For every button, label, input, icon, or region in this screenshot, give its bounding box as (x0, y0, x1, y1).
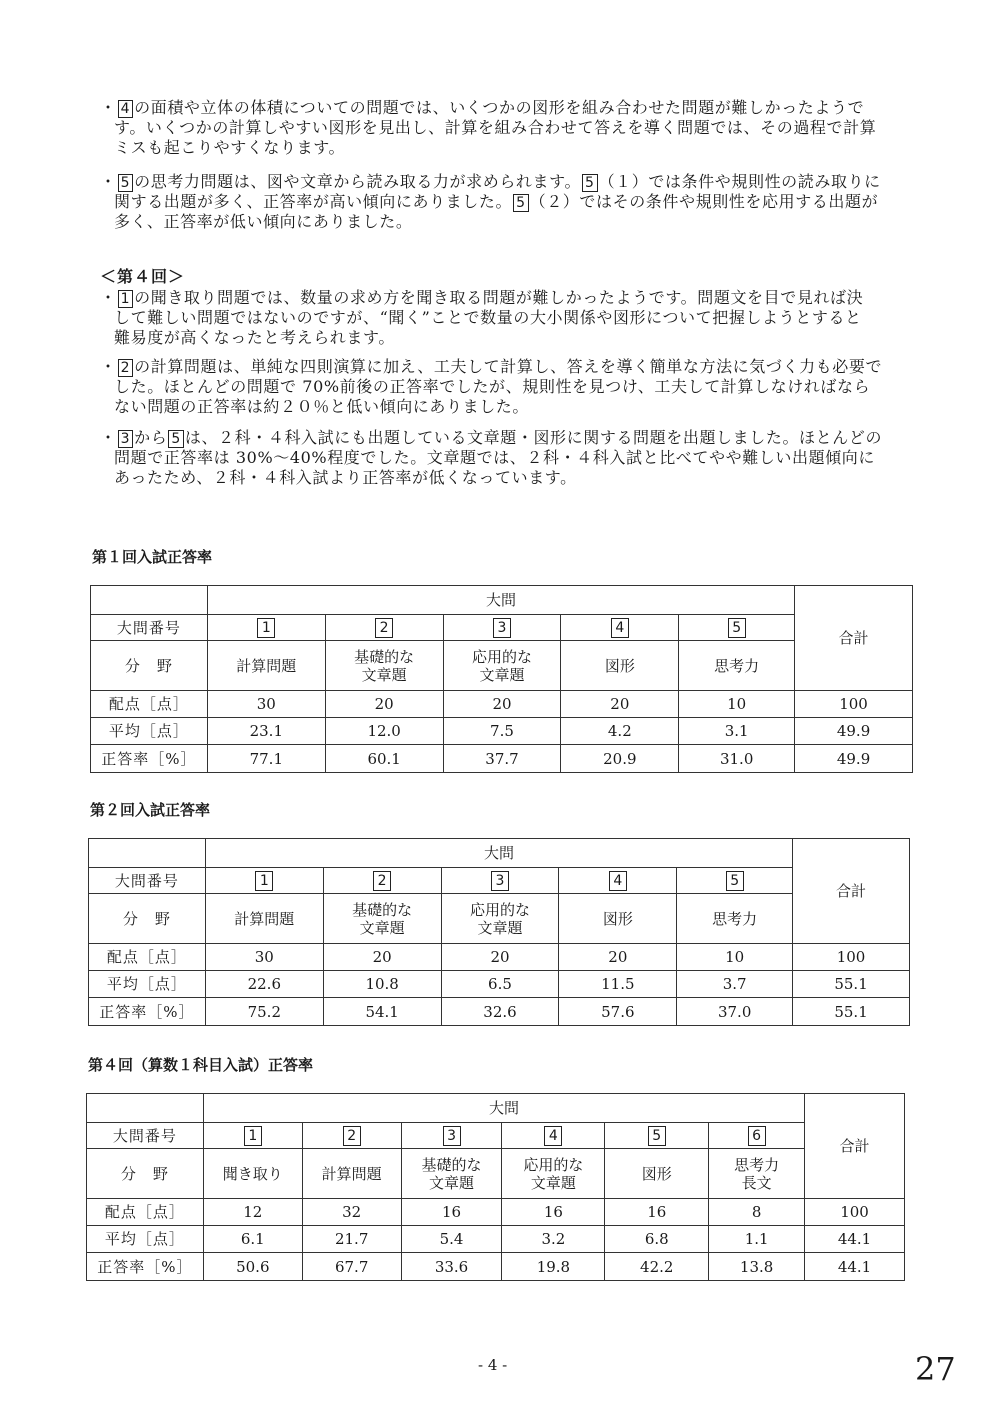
value-cell: 37.0 (677, 998, 793, 1026)
round4-paragraph-2: ・ 2 の計算問題は、単純な四則演算に加え、工夫して計算し、答えを導く簡単な方法に気づく力も必要で した。ほとんどの問題で 70%前後の正答率でしたが、規則性を見つけ、工夫して計算しなければなら ない問題の正答率は約２０％と低い傾向にありました。 (100, 357, 930, 417)
value-cell: 6.8 (605, 1226, 709, 1253)
value-cell: 11.5 (559, 971, 677, 998)
field-cell: 基礎的な 文章題 (401, 1149, 502, 1199)
row-label-taimon-no: 大問番号 (91, 615, 208, 641)
question-number-box: 3 (491, 871, 509, 891)
value-cell: 21.7 (302, 1226, 401, 1253)
question-number-box: 2 (118, 359, 134, 377)
question-number-box: 2 (375, 618, 393, 638)
total-cell: 55.1 (793, 971, 910, 998)
header-taimon: 大問 (207, 586, 794, 615)
question-number-box: 4 (544, 1126, 562, 1146)
question-number-box: 5 (648, 1126, 666, 1146)
field-cell: 図形 (559, 894, 677, 944)
field-cell: 基礎的な 文章題 (323, 894, 441, 944)
paragraph-text: 難易度が高くなったと考えられます。 (114, 328, 395, 347)
value-cell: 22.6 (205, 971, 323, 998)
table-title: 第２回入試正答率 (90, 801, 211, 819)
value-cell: 32 (302, 1199, 401, 1226)
paragraph-text: した。ほとんどの問題で 70%前後の正答率でしたが、規則性を見つけ、工夫して計算しなければなら (114, 377, 871, 396)
paragraph-text: の聞き取り問題では、数量の求め方を聞き取る問題が難しかったようです。問題文を目で見れば決 (134, 288, 864, 307)
score-table-round1 (90, 585, 913, 773)
row-label-seitoritsu: 正答率［%］ (87, 1253, 204, 1281)
value-cell: 19.8 (502, 1253, 605, 1281)
value-cell: 4.2 (561, 718, 679, 745)
field-cell: 聞き取り (203, 1149, 302, 1199)
value-cell: 37.7 (443, 745, 561, 773)
value-cell: 5.4 (401, 1226, 502, 1253)
value-cell: 20 (561, 691, 679, 718)
paragraph-text: の計算問題は、単純な四則演算に加え、工夫して計算し、答えを導く簡単な方法に気づく力も必要で (134, 357, 883, 376)
question-number-box: 5 (168, 430, 184, 448)
value-cell: 13.8 (709, 1253, 805, 1281)
value-cell: 30 (205, 944, 323, 971)
question-number-box: 5 (513, 194, 529, 212)
value-cell: 3.2 (502, 1226, 605, 1253)
question-number-box: 3 (493, 618, 511, 638)
field-cell: 計算問題 (205, 894, 323, 944)
value-cell: 16 (401, 1199, 502, 1226)
question-number-box: 5 (118, 174, 134, 192)
question-number-box: 6 (748, 1126, 766, 1146)
question-number-box: 3 (443, 1126, 461, 1146)
question-number-box: 5 (726, 871, 744, 891)
value-cell: 6.5 (441, 971, 559, 998)
value-cell: 8 (709, 1199, 805, 1226)
value-cell: 16 (605, 1199, 709, 1226)
value-cell: 10.8 (323, 971, 441, 998)
value-cell: 23.1 (207, 718, 325, 745)
paragraph-text: ミスも起こりやすくなります。 (114, 138, 346, 157)
value-cell: 3.1 (679, 718, 795, 745)
round4-paragraph-1: ・ 1 の聞き取り問題では、数量の求め方を聞き取る問題が難しかったようです。問題文を目で見れば決 して難しい問題ではないのですが、“聞く”ことで数量の大小関係や図形について把握しようとすると 難易度が高くなったと考えられます。 (100, 288, 930, 348)
value-cell: 20 (441, 944, 559, 971)
question-number-box: 2 (343, 1126, 361, 1146)
field-cell: 応用的な 文章題 (502, 1149, 605, 1199)
field-cell: 応用的な 文章題 (441, 894, 559, 944)
question-number-box: 1 (255, 871, 273, 891)
round4-paragraph-3: ・ 3 から 5 は、２科・４科入試にも出題している文章題・図形に関する問題を出題しました。ほとんどの 問題で正答率は 30%～40%程度でした。文章題では、２科・４科入試と比べてやや難しい出題傾向に あったため、２科・４科入試より正答率が低くなっています。 (100, 428, 930, 488)
row-label-seitoritsu: 正答率［%］ (91, 745, 208, 773)
value-cell: 6.1 (203, 1226, 302, 1253)
row-label-heikin: 平均［点］ (89, 971, 206, 998)
value-cell: 16 (502, 1199, 605, 1226)
paragraph-text: あったため、２科・４科入試より正答率が低くなっています。 (114, 468, 577, 487)
total-cell: 44.1 (805, 1253, 905, 1281)
score-table-round4 (86, 1093, 905, 1281)
row-label-bunya: 分 野 (89, 894, 206, 944)
total-cell: 100 (795, 691, 913, 718)
value-cell: 30 (207, 691, 325, 718)
header-goukei: 合計 (805, 1094, 905, 1199)
field-cell: 基礎的な 文章題 (325, 641, 443, 691)
value-cell: 20 (559, 944, 677, 971)
value-cell: 20 (325, 691, 443, 718)
total-cell: 100 (805, 1199, 905, 1226)
paragraph-text: （２）ではその条件や規則性を応用する出題が (529, 192, 879, 211)
field-cell: 思考力 (679, 641, 795, 691)
value-cell: 20.9 (561, 745, 679, 773)
question-number-box: 4 (611, 618, 629, 638)
intro-paragraph-2: ・ 5 の思考力問題は、図や文章から読み取る力が求められます。 5 （１）では条件や規則性の読み取りに 関する出題が多く、正答率が高い傾向にありました。 5 （２）ではその条件や規則性を応用する出題が 多く、正答率が低い傾向にありました。 (100, 172, 930, 232)
header-goukei: 合計 (795, 586, 913, 691)
question-number-box: 5 (582, 174, 598, 192)
value-cell: 50.6 (203, 1253, 302, 1281)
value-cell: 1.1 (709, 1226, 805, 1253)
handwritten-page-number: 27 (915, 1350, 956, 1388)
paragraph-text: の思考力問題は、図や文章から読み取る力が求められます。 (134, 172, 582, 191)
value-cell: 32.6 (441, 998, 559, 1026)
value-cell: 54.1 (323, 998, 441, 1026)
header-taimon: 大問 (203, 1094, 804, 1123)
value-cell: 60.1 (325, 745, 443, 773)
field-cell: 計算問題 (302, 1149, 401, 1199)
total-cell: 49.9 (795, 718, 913, 745)
question-number-box: 1 (257, 618, 275, 638)
table-title: 第１回入試正答率 (92, 548, 213, 566)
row-label-bunya: 分 野 (87, 1149, 204, 1199)
value-cell: 20 (323, 944, 441, 971)
total-cell: 44.1 (805, 1226, 905, 1253)
row-label-taimon-no: 大問番号 (87, 1123, 204, 1149)
value-cell: 77.1 (207, 745, 325, 773)
header-taimon: 大問 (205, 839, 792, 868)
value-cell: 10 (677, 944, 793, 971)
row-label-haiten: 配点［点］ (87, 1199, 204, 1226)
row-label-seitoritsu: 正答率［%］ (89, 998, 206, 1026)
header-goukei: 合計 (793, 839, 910, 944)
value-cell: 12 (203, 1199, 302, 1226)
row-label-heikin: 平均［点］ (91, 718, 208, 745)
row-label-bunya: 分 野 (91, 641, 208, 691)
total-cell: 100 (793, 944, 910, 971)
value-cell: 42.2 (605, 1253, 709, 1281)
intro-paragraph-1: ・ 4 の面積や立体の体積についての問題では、いくつかの図形を組み合わせた問題が難しかったようで す。いくつかの計算しやすい図形を見出し、計算を組み合わせて答えを導く問題では、その過程で計算 ミスも起こりやすくなります。 (100, 98, 930, 158)
question-number-box: 4 (609, 871, 627, 891)
value-cell: 31.0 (679, 745, 795, 773)
question-number-box: 5 (728, 618, 746, 638)
question-number-box: 3 (118, 430, 134, 448)
page-number: - 4 - (478, 1356, 508, 1374)
question-number-box: 4 (118, 100, 134, 118)
paragraph-text: して難しい問題ではないのですが、“聞く”ことで数量の大小関係や図形について把握しようとすると (114, 308, 862, 327)
round4-heading: ＜第４回＞ (100, 267, 186, 286)
value-cell: 67.7 (302, 1253, 401, 1281)
field-cell: 思考力 長文 (709, 1149, 805, 1199)
total-cell: 55.1 (793, 998, 910, 1026)
paragraph-text: ない問題の正答率は約２０％と低い傾向にありました。 (114, 397, 530, 416)
row-label-haiten: 配点［点］ (91, 691, 208, 718)
paragraph-text: の面積や立体の体積についての問題では、いくつかの図形を組み合わせた問題が難しかったようで (134, 98, 865, 117)
question-number-box: 2 (373, 871, 391, 891)
field-cell: 計算問題 (207, 641, 325, 691)
score-table-round2 (88, 838, 910, 1026)
table-title: 第４回（算数１科目入試）正答率 (88, 1056, 314, 1074)
paragraph-text: は、２科・４科入試にも出題している文章題・図形に関する問題を出題しました。ほとんどの (184, 428, 883, 447)
question-number-box: 1 (244, 1126, 262, 1146)
value-cell: 12.0 (325, 718, 443, 745)
value-cell: 57.6 (559, 998, 677, 1026)
paragraph-text: （１）では条件や規則性の読み取りに (598, 172, 881, 191)
value-cell: 75.2 (205, 998, 323, 1026)
question-number-box: 1 (118, 290, 134, 308)
field-cell: 思考力 (677, 894, 793, 944)
field-cell: 応用的な 文章題 (443, 641, 561, 691)
value-cell: 33.6 (401, 1253, 502, 1281)
paragraph-text: 多く、正答率が低い傾向にありました。 (114, 212, 413, 231)
paragraph-text: 関する出題が多く、正答率が高い傾向にありました。 (114, 192, 513, 211)
value-cell: 10 (679, 691, 795, 718)
row-label-heikin: 平均［点］ (87, 1226, 204, 1253)
row-label-haiten: 配点［点］ (89, 944, 206, 971)
paragraph-text: 問題で正答率は 30%～40%程度でした。文章題では、２科・４科入試と比べてやや難しい出題傾向に (114, 448, 876, 467)
total-cell: 49.9 (795, 745, 913, 773)
paragraph-text: から (134, 428, 168, 447)
field-cell: 図形 (561, 641, 679, 691)
value-cell: 3.7 (677, 971, 793, 998)
value-cell: 20 (443, 691, 561, 718)
field-cell: 図形 (605, 1149, 709, 1199)
paragraph-text: す。いくつかの計算しやすい図形を見出し、計算を組み合わせて答えを導く問題では、その過程で計算 (114, 118, 877, 137)
value-cell: 7.5 (443, 718, 561, 745)
row-label-taimon-no: 大問番号 (89, 868, 206, 894)
